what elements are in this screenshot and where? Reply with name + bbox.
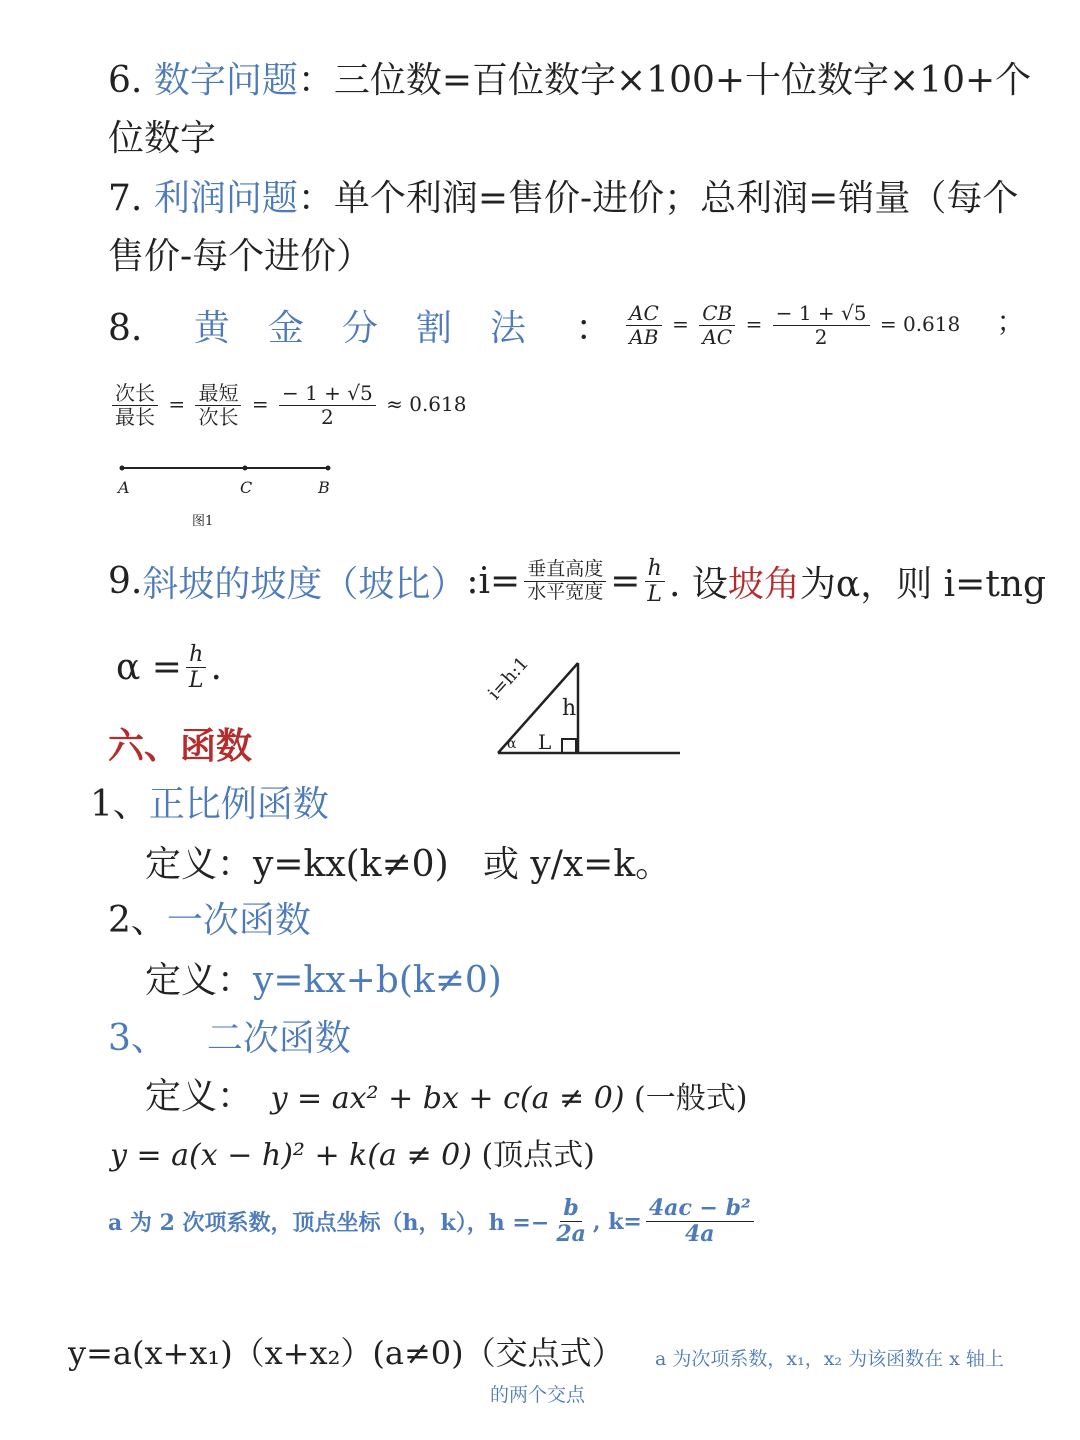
point-c — [243, 466, 248, 471]
figure-caption: 图1 — [192, 514, 214, 529]
label-a: A — [118, 478, 130, 497]
item-8-number: 8. — [108, 308, 143, 349]
item-6-number: 6. — [108, 60, 143, 101]
quadratic-vertex-note: a 为 2 次项系数，顶点坐标（h，k），h =− $\frac{b}{2a}$ , k= $\frac{\text{4ac − b²}}{4a}$ — [108, 1196, 758, 1248]
item-6-line1 — [108, 52, 1031, 103]
item-9-line1: 9. 斜坡的坡度（坡比） : i= $\frac{\text{垂直高度}}{\text{水平宽度}}$ = $\frac{h}{L}$ . 设 坡角 为α，则 i=tng — [108, 556, 1047, 608]
item-7-separator: ： — [297, 178, 334, 219]
item-6-title: 数字问题 — [153, 60, 298, 101]
item-7-line1 — [108, 170, 1018, 221]
slope-angle-term: 坡角 — [727, 564, 800, 606]
item-9-number: 9. — [108, 561, 143, 603]
alpha-label: α — [507, 736, 517, 752]
item-9-title: 斜坡的坡度（坡比） — [142, 564, 467, 606]
item-7-line2: 售价-每个进价） — [108, 236, 373, 277]
golden-ratio-formula-1: $\frac{AC}{AB}$ = $\frac{CB}{AC}$ = $\frac{- 1 + √5}{2}$ = 0.618 ； — [622, 300, 1025, 349]
intercept-note-line1: a 为次项系数，x₁，x₂ 为该函数在 x 轴上 — [655, 1348, 1004, 1370]
label-c: C — [240, 478, 253, 497]
section-6-title: 六、函数 — [108, 725, 253, 767]
label-b: B — [318, 478, 330, 497]
item-9-line2: α = $\frac{h}{L}$ . — [116, 642, 222, 694]
golden-segment-figure — [110, 460, 350, 530]
quadratic-intercept-form: y=a(x+x₁)（x+x₂）(a≠0)（交点式） — [68, 1334, 624, 1372]
item-7-body: 单个利润=售价-进价；总利润=销量（每个 — [333, 178, 1019, 219]
item-8-title: 黄 金 分 割 法 — [193, 308, 526, 349]
golden-ratio-formula-2: $\frac{\text{次长}}{\text{最长}}$ = $\frac{\text{最短}}{\text{次长}}$ = $\frac{- 1 + √5}{2}$ ≈ 0.618 — [108, 382, 466, 429]
subsection-1-heading: 1、正比例函数 — [90, 784, 329, 825]
subsection-2-heading: 2、一次函数 — [108, 900, 311, 941]
item-8-heading — [108, 300, 611, 351]
subsection-1-definition: 定义：y=kx(k≠0) 或 y/x=k。 — [145, 844, 672, 885]
length-label: L — [538, 730, 552, 754]
item-8-colon: ： — [575, 308, 612, 349]
height-label: h — [562, 696, 577, 721]
point-b — [326, 466, 331, 471]
subsection-2-definition: 定义：y=kx+b(k≠0) — [145, 960, 502, 1001]
item-6-line2: 位数字 — [108, 118, 217, 159]
item-6-body: 三位数=百位数字×100+十位数字×10+个 — [333, 60, 1032, 101]
quadratic-vertex-form: y = a(x − h)² + k(a ≠ 0) (顶点式) — [110, 1138, 595, 1173]
intercept-note-line2: 的两个交点 — [490, 1384, 586, 1406]
item-6-separator: ： — [297, 60, 334, 101]
subsection-3-heading: 3、 二次函数 — [108, 1018, 351, 1059]
item-7-number: 7. — [108, 178, 143, 219]
point-a — [120, 466, 125, 471]
quadratic-general-form: 定义： y = ax² + bx + c(a ≠ 0) (一般式) — [145, 1076, 748, 1117]
slope-ratio-label: i=h:1 — [484, 652, 534, 705]
item-7-title: 利润问题 — [153, 178, 298, 219]
